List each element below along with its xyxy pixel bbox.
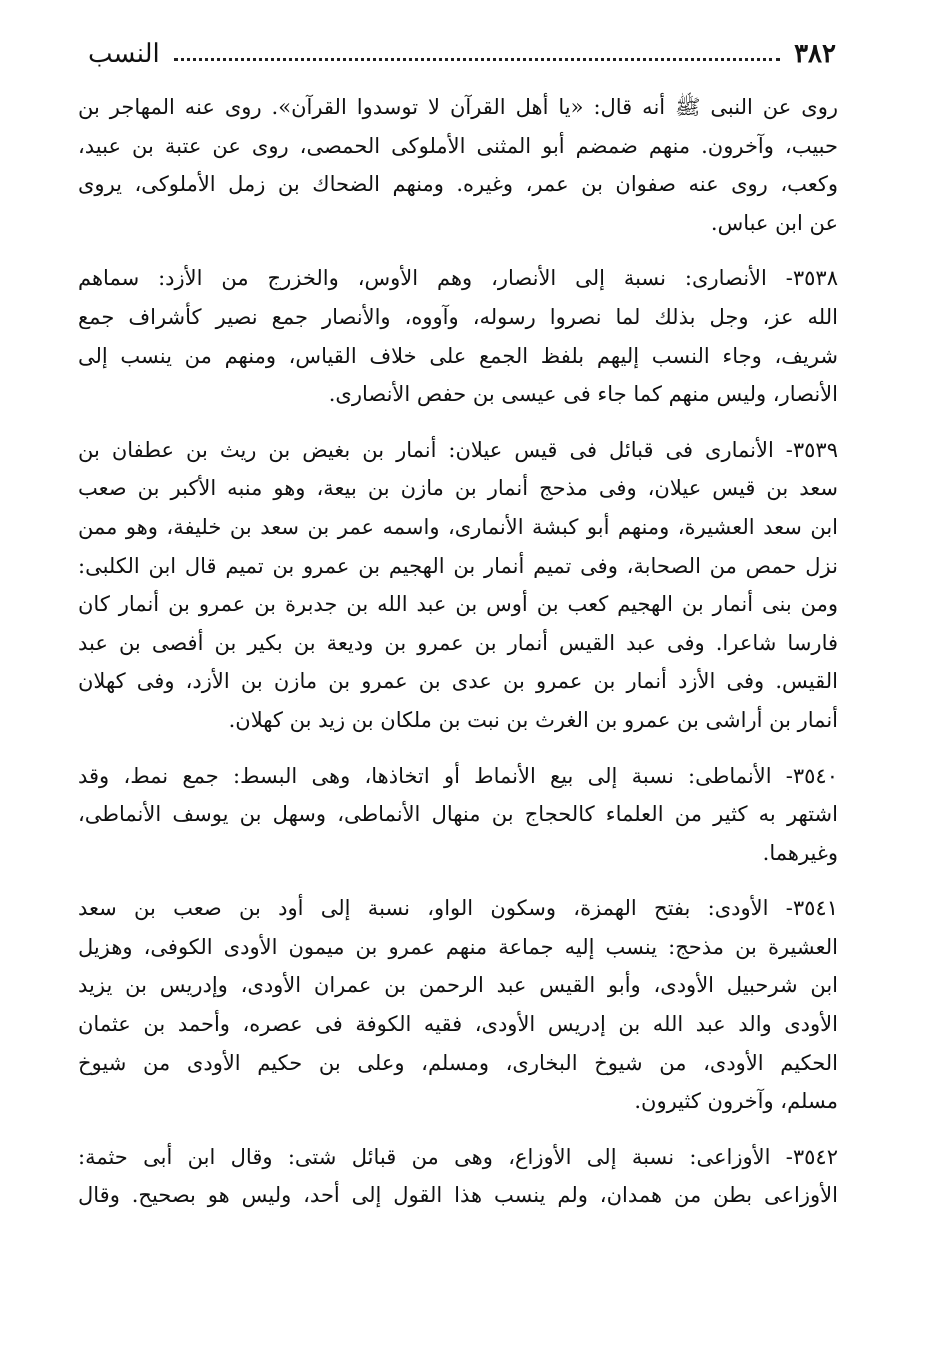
- body-text: [78, 88, 838, 1232]
- text-line: ابن شرحبيل الأودى، وأبو القيس عبد الرحمن بن عمران الأودى، وإدريس بن يزيد: [78, 973, 838, 998]
- entry-3541: [78, 889, 838, 1121]
- text-line: اشتهر به كثير من العلماء كالحجاج بن منهال الأنماطى، وسهل بن يوسف الأنماطى،: [78, 802, 838, 827]
- text-line: روى عن النبى ﷺ أنه قال: «يا أهل القرآن لا توسدوا القرآن». روى عنه المهاجر بن: [78, 95, 838, 119]
- text-line: ٣٥٤١- الأودى: بفتح الهمزة، وسكون الواو، نسبة إلى أود بن صعب بن سعد: [78, 896, 838, 921]
- text-line: شريف، وجاء النسب إليهم بلفظ الجمع على خلاف القياس، ومنهم من ينسب إلى: [78, 343, 838, 368]
- entry-3540: [78, 757, 838, 873]
- text-line: وغيرهما.: [762, 840, 838, 865]
- text-line: نزل حمص من الصحابة، وفى تميم أنمار بن الهجيم بن عمرو بن تميم قال ابن الكلبى:: [78, 553, 838, 578]
- header-dotted-leader: [174, 58, 780, 61]
- text-line: ٣٥٤٢- الأوزاعى: نسبة إلى الأوزاع، وهى من قبائل شتى: وقال ابن أبى حثمة:: [78, 1144, 838, 1169]
- page-number: ٣٨٢: [794, 39, 836, 69]
- entry-3538: [78, 259, 838, 413]
- text-line: الأودى والد عبد الله بن إدريس الأودى، فقيه الكوفة فى عصره، وأحمد بن عثمان: [78, 1012, 838, 1037]
- text-line: وكعب، روى عنه صفوان بن عمر، وغيره. ومنهم الضحاك بن زمل الأملوكى، يروى: [78, 172, 838, 197]
- paragraph-continuation: [78, 88, 838, 242]
- text-line: العشيرة بن مذحج: ينسب إليه جماعة منهم عمرو بن ميمون الأودى الكوفى، وهزيل: [78, 934, 838, 959]
- text-line: فارسا شاعرا. وفى عبد القيس أنمار بن عمرو بن وديعة بن بكير بن أفصى بن عبد: [78, 630, 838, 655]
- text-line: الأوزاعى بطن من همدان، ولم ينسب هذا القول إلى أحد، وليس هو بصحيح. وقال: [78, 1183, 838, 1208]
- text-line: مسلم، وآخرون كثيرون.: [634, 1089, 838, 1114]
- text-line: ٣٥٣٩- الأنمارى فى قبائل فى قيس عيلان: أنمار بن بغيض بن ريث بن عطفان بن: [78, 437, 838, 462]
- entry-3542: [78, 1138, 838, 1215]
- text-line: سعد بن قيس عيلان، وفى مذحج أنمار بن مازن بن بيعة، وهو منبه الأكبر بن صعب: [78, 476, 838, 501]
- text-line: الله عز، وجل بذلك لما نصروا رسوله، وآووه، والأنصار جمع نصير كأشراف جمع: [78, 304, 838, 329]
- page-header: [88, 34, 836, 74]
- text-line: الحكيم الأودى، من شيوخ البخارى، ومسلم، وعلى بن حكيم الأودى من شيوخ: [78, 1050, 838, 1075]
- text-line: حبيب، وآخرون. منهم ضمضم أبو المثنى الأملوكى الحمصى، روى عن عتبة بن عبيد،: [78, 133, 838, 158]
- text-line: ٣٥٤٠- الأنماطى: نسبة إلى بيع الأنماط أو اتخاذها، وهى البسط: جمع نمط، وقد: [78, 763, 838, 788]
- text-line: أنمار بن أراشى بن عمرو بن الغرث بن نبت بن ملكان بن زيد بن كهلان.: [228, 707, 838, 732]
- text-line: الأنصار، وليس منهم كما جاء فى عيسى بن حفص الأنصارى.: [328, 382, 838, 407]
- text-line: ابن سعد العشيرة، ومنهم أبو كبشة الأنمارى، واسمه عمر بن سعد بن خليفة، وهو ممن: [78, 514, 838, 539]
- text-line: عن ابن عباس.: [710, 210, 838, 235]
- entry-3539: [78, 431, 838, 740]
- running-title: النسب: [88, 39, 160, 69]
- text-line: ومن بنى أنمار بن الهجيم كعب بن أوس بن عبد الله بن جدبرة بن عمرو بن أنمار كان: [78, 592, 838, 617]
- text-line: القيس. وفى الأزد أنمار بن عمرو بن عدى بن عمرو بن مازن بن الأزد، وفى كهلان: [78, 669, 838, 694]
- text-line: ٣٥٣٨- الأنصارى: نسبة إلى الأنصار، وهم الأوس، والخزرج من الأزد: سماهم: [78, 266, 838, 291]
